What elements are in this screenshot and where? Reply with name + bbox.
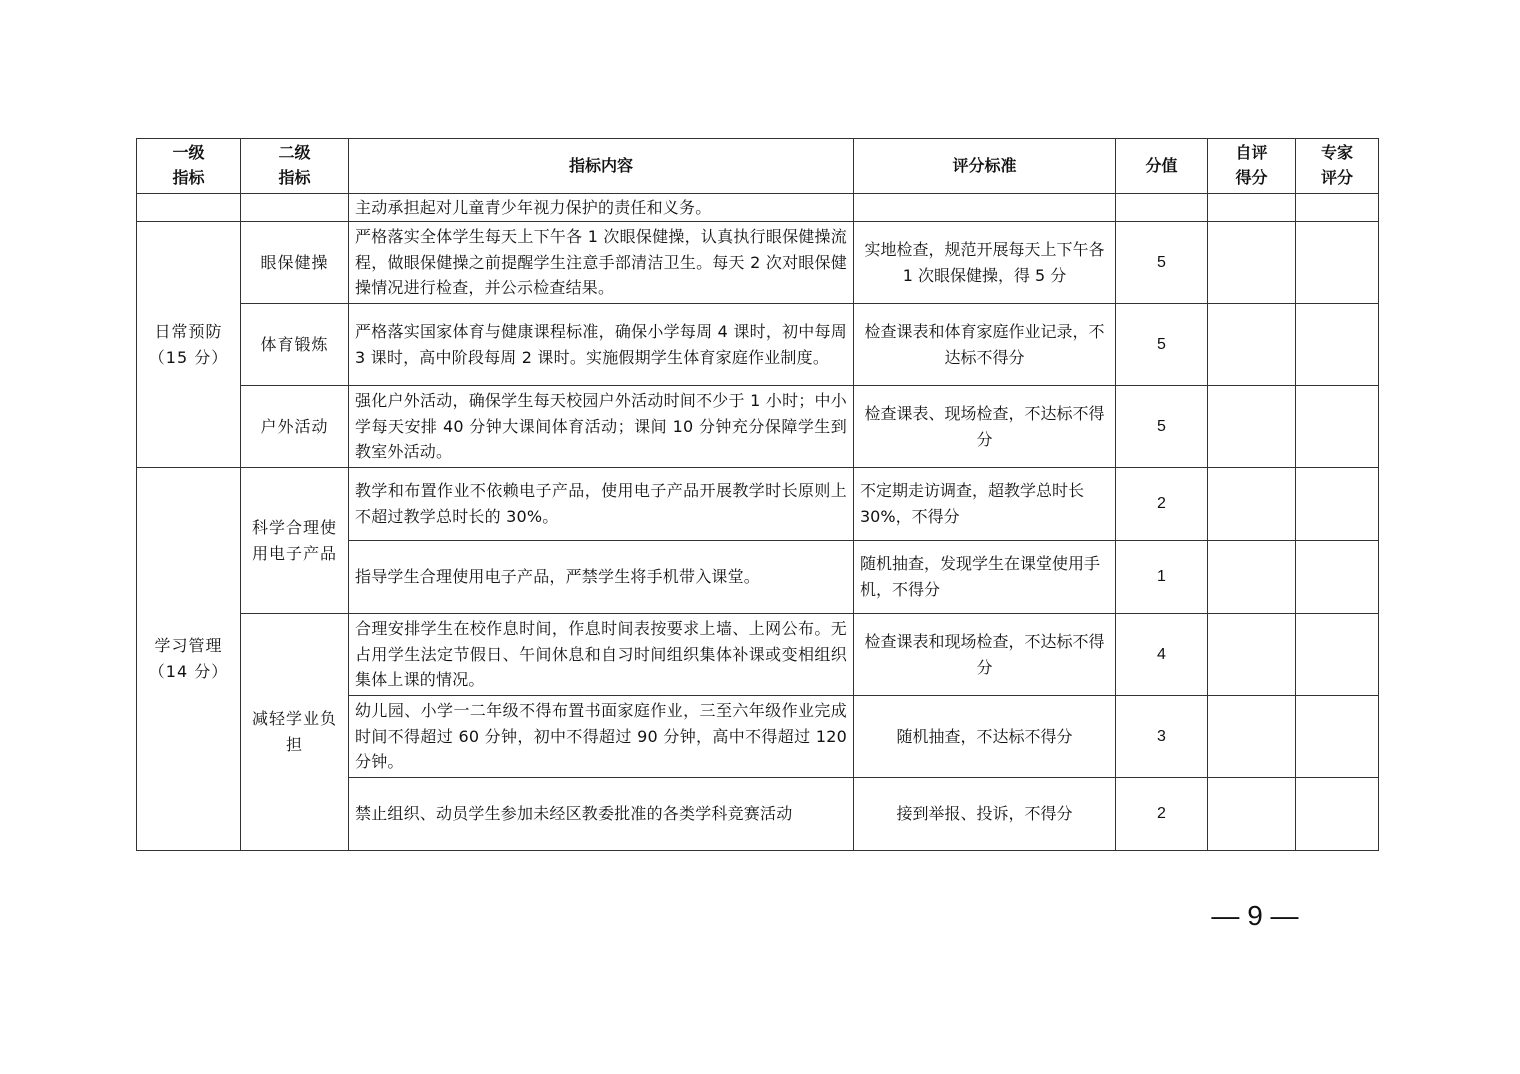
cell-expert-score[interactable] [1296, 194, 1379, 222]
evaluation-table [136, 138, 1379, 851]
header-content: 指标内容 [349, 139, 854, 194]
cell-criteria: 检查课表和现场检查，不达标不得分 [854, 614, 1116, 696]
cell-expert-score[interactable] [1296, 696, 1379, 778]
cell-expert-score[interactable] [1296, 304, 1379, 386]
cell-self-score[interactable] [1208, 614, 1296, 696]
cell-score-empty [1116, 194, 1208, 222]
cell-score: 3 [1116, 696, 1208, 778]
cell-score: 1 [1116, 541, 1208, 614]
cell-expert-score[interactable] [1296, 386, 1379, 468]
cell-self-score[interactable] [1208, 778, 1296, 851]
cell-content: 合理安排学生在校作息时间，作息时间表按要求上墙、上网公布。无占用学生法定节假日、午间休息和自习时间组织集体补课或变相组织集体上课的情况。 [349, 614, 854, 696]
cell-criteria: 接到举报、投诉，不得分 [854, 778, 1116, 851]
cell-score: 4 [1116, 614, 1208, 696]
cell-self-score[interactable] [1208, 194, 1296, 222]
cell-criteria: 检查课表和体育家庭作业记录，不达标不得分 [854, 304, 1116, 386]
cell-self-score[interactable] [1208, 386, 1296, 468]
cell-score: 5 [1116, 304, 1208, 386]
cell-level2: 眼保健操 [241, 222, 349, 304]
cell-content: 指导学生合理使用电子产品，严禁学生将手机带入课堂。 [349, 541, 854, 614]
cell-content: 主动承担起对儿童青少年视力保护的责任和义务。 [349, 194, 854, 222]
table-row [137, 222, 1379, 304]
cell-level2-reduce-burden: 减轻学业负担 [241, 614, 349, 851]
header-row [137, 139, 1379, 194]
cell-self-score[interactable] [1208, 304, 1296, 386]
cell-content: 严格落实国家体育与健康课程标准，确保小学每周 4 课时，初中每周 3 课时，高中阶段每周 2 课时。实施假期学生体育家庭作业制度。 [349, 304, 854, 386]
header-level2: 二级 指标 [241, 139, 349, 194]
cell-criteria: 检查课表、现场检查，不达标不得分 [854, 386, 1116, 468]
cell-level2-empty [241, 194, 349, 222]
cell-level2: 户外活动 [241, 386, 349, 468]
table-row-continued [137, 194, 1379, 222]
cell-criteria-empty [854, 194, 1116, 222]
cell-level2: 体育锻炼 [241, 304, 349, 386]
header-expert-score: 专家 评分 [1296, 139, 1379, 194]
header-self-score: 自评 得分 [1208, 139, 1296, 194]
cell-criteria: 不定期走访调查，超教学总时长 30%，不得分 [854, 468, 1116, 541]
cell-level1-empty [137, 194, 241, 222]
header-criteria: 评分标准 [854, 139, 1116, 194]
cell-content: 强化户外活动，确保学生每天校园户外活动时间不少于 1 小时；中小学每天安排 40 分钟大课间体育活动；课间 10 分钟充分保障学生到教室外活动。 [349, 386, 854, 468]
table-row [137, 614, 1379, 696]
cell-content: 教学和布置作业不依赖电子产品，使用电子产品开展教学时长原则上不超过教学总时长的 30%。 [349, 468, 854, 541]
cell-level1-daily-prevention: 日常预防（15 分） [137, 222, 241, 468]
cell-self-score[interactable] [1208, 222, 1296, 304]
table-row [137, 468, 1379, 541]
cell-level1-study-management: 学习管理（14 分） [137, 468, 241, 851]
cell-self-score[interactable] [1208, 541, 1296, 614]
cell-criteria: 实地检查，规范开展每天上下午各 1 次眼保健操，得 5 分 [854, 222, 1116, 304]
cell-self-score[interactable] [1208, 468, 1296, 541]
page-number: — 9 — [1211, 900, 1299, 931]
cell-criteria: 随机抽查，发现学生在课堂使用手机，不得分 [854, 541, 1116, 614]
table-row [137, 304, 1379, 386]
cell-expert-score[interactable] [1296, 614, 1379, 696]
cell-expert-score[interactable] [1296, 541, 1379, 614]
cell-content: 禁止组织、动员学生参加未经区教委批准的各类学科竞赛活动 [349, 778, 854, 851]
cell-self-score[interactable] [1208, 696, 1296, 778]
cell-level2-electronic-products: 科学合理使用电子产品 [241, 468, 349, 614]
cell-score: 2 [1116, 778, 1208, 851]
cell-expert-score[interactable] [1296, 778, 1379, 851]
cell-expert-score[interactable] [1296, 222, 1379, 304]
header-score: 分值 [1116, 139, 1208, 194]
cell-score: 5 [1116, 222, 1208, 304]
header-level1: 一级 指标 [137, 139, 241, 194]
cell-criteria: 随机抽查，不达标不得分 [854, 696, 1116, 778]
cell-content: 幼儿园、小学一二年级不得布置书面家庭作业，三至六年级作业完成时间不得超过 60 分钟，初中不得超过 90 分钟，高中不得超过 120 分钟。 [349, 696, 854, 778]
cell-score: 2 [1116, 468, 1208, 541]
cell-score: 5 [1116, 386, 1208, 468]
cell-content: 严格落实全体学生每天上下午各 1 次眼保健操，认真执行眼保健操流程，做眼保健操之前提醒学生注意手部清洁卫生。每天 2 次对眼保健操情况进行检查，并公示检查结果。 [349, 222, 854, 304]
table-row [137, 386, 1379, 468]
cell-expert-score[interactable] [1296, 468, 1379, 541]
